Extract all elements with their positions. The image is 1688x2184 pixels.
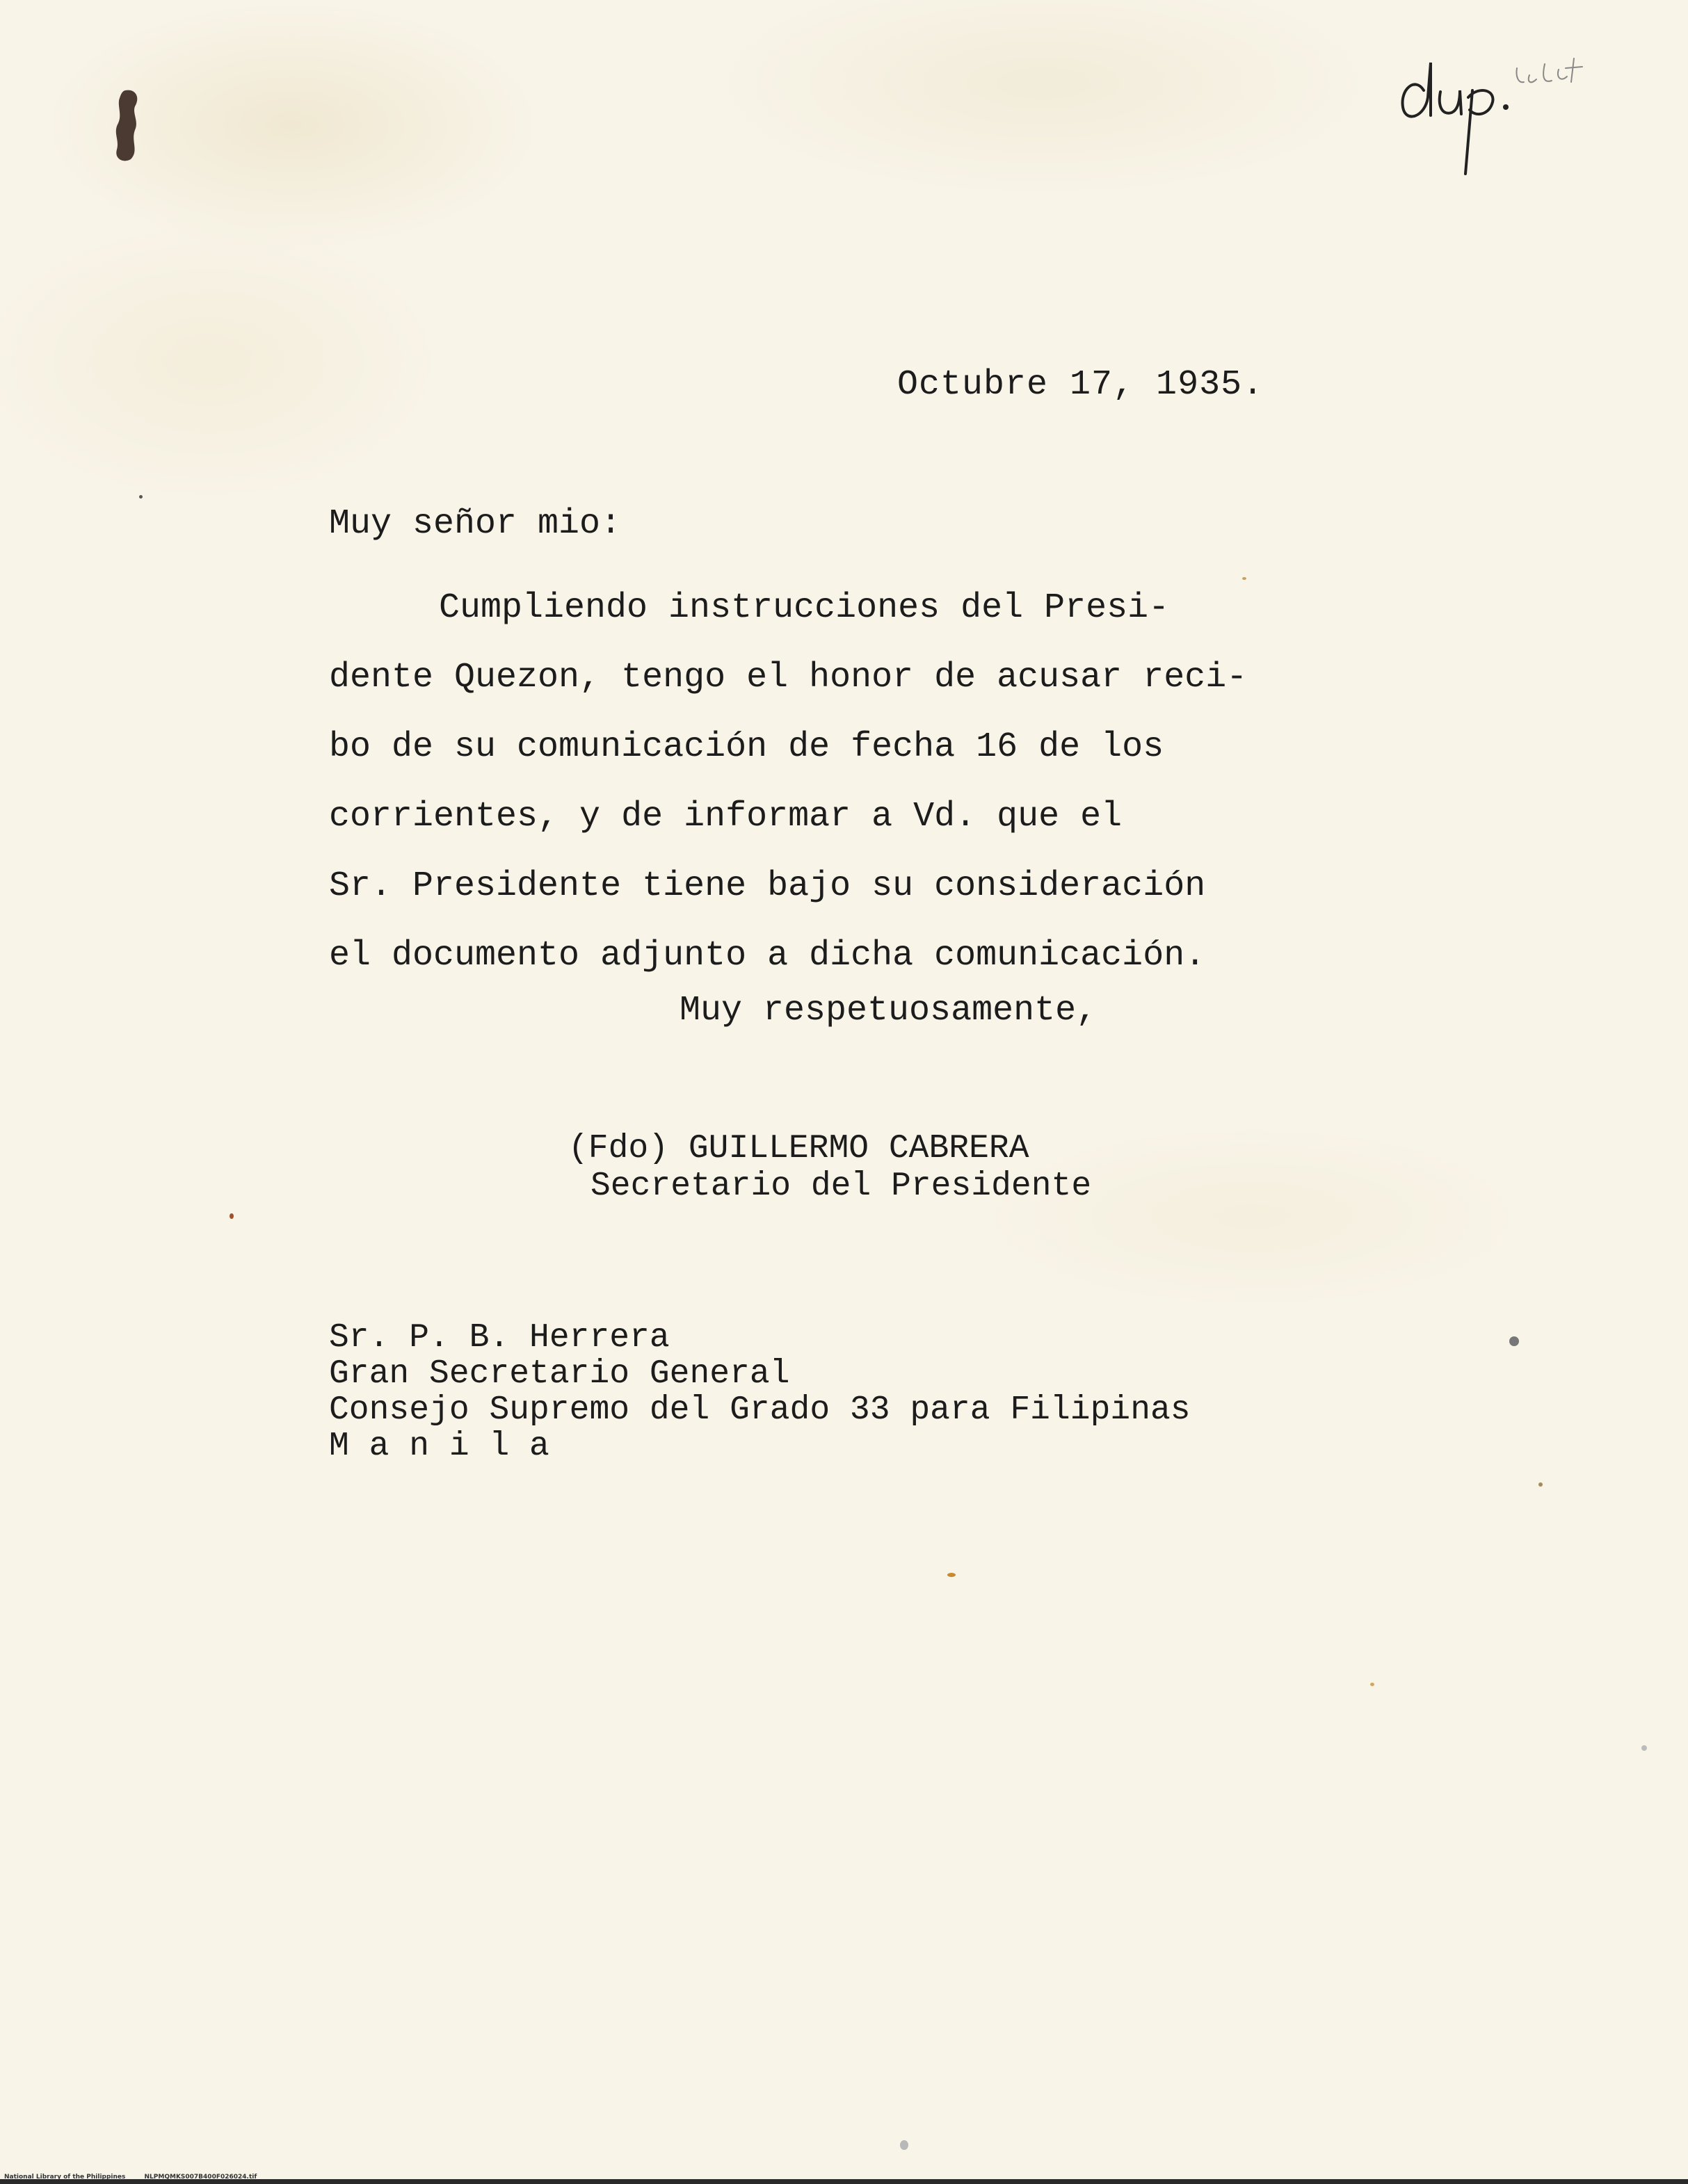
body-line: corrientes, y de informar a Vd. que el xyxy=(329,797,1123,836)
letter-salutation: Muy señor mio: xyxy=(329,504,622,544)
handwritten-annotation xyxy=(1388,49,1596,181)
addressee-position: Gran Secretario General xyxy=(329,1355,790,1393)
body-line: dente Quezon, tengo el honor de acusar reci- xyxy=(329,658,1248,697)
paper-speck xyxy=(1242,577,1246,580)
paper-speck xyxy=(900,2140,908,2150)
letter-date: Octubre 17, 1935. xyxy=(897,365,1264,405)
addressee-block xyxy=(329,1320,1191,1464)
ink-blot-mark xyxy=(104,87,153,163)
footer-file: NLPMQMKS007B400F026024.tif xyxy=(144,2174,257,2181)
body-line: bo de su comunicación de fecha 16 de los xyxy=(329,727,1164,767)
letter-body xyxy=(329,574,1247,991)
signature-block xyxy=(568,1130,1091,1205)
paper-speck xyxy=(139,495,143,499)
body-line: el documento adjunto a dicha comunicación. xyxy=(329,936,1206,976)
body-line: Sr. Presidente tiene bajo su consideración xyxy=(329,866,1206,906)
addressee-name: Sr. P. B. Herrera xyxy=(329,1319,670,1357)
addressee-organization: Consejo Supremo del Grado 33 para Filipinas xyxy=(329,1391,1191,1429)
body-line: Cumpliendo instrucciones del Presi- xyxy=(439,588,1170,628)
paper-speck xyxy=(1370,1683,1374,1686)
paper-speck xyxy=(1509,1336,1519,1346)
paper-speck xyxy=(1641,1745,1647,1751)
scan-footer xyxy=(4,2174,273,2181)
paper-speck xyxy=(1538,1482,1543,1487)
signer-title: Secretario del Presidente xyxy=(590,1167,1092,1205)
addressee-city: M a n i l a xyxy=(329,1427,549,1465)
letter-closing: Muy respetuosamente, xyxy=(680,991,1098,1030)
signer-name: (Fdo) GUILLERMO CABRERA xyxy=(568,1130,1029,1167)
paper-speck xyxy=(230,1213,234,1219)
footer-source: National Library of the Philippines xyxy=(4,2174,126,2181)
paper-speck xyxy=(947,1573,956,1577)
